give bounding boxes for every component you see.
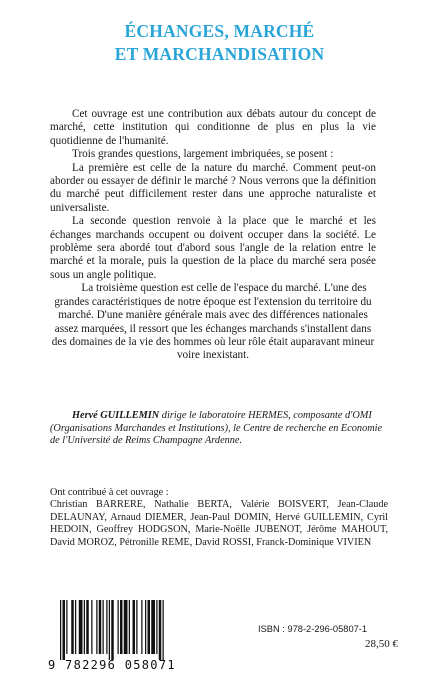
barcode-bar <box>91 600 92 654</box>
barcode-bar <box>163 600 164 660</box>
summary-text <box>50 108 376 363</box>
barcode-bar <box>99 600 102 654</box>
barcode-bar <box>75 600 76 654</box>
price: 28,50 € <box>365 638 398 650</box>
barcode-bar <box>156 600 157 654</box>
barcode-bar <box>103 600 104 654</box>
barcode-bar <box>84 600 85 654</box>
barcode-bar <box>96 600 97 654</box>
contributors-intro: Ont contribué à cet ouvrage : <box>50 487 169 498</box>
barcode-bar <box>124 600 128 654</box>
barcode-bar <box>148 600 151 654</box>
barcode-bar <box>145 600 146 654</box>
barcode-bar <box>120 600 123 654</box>
barcode-bar <box>129 600 130 654</box>
summary-paragraph-questions: Trois grandes questions, largement imbriquées, se posent : <box>72 148 334 161</box>
author-description: dirige le laboratoire HERMES, composante d'OMI (Organisations Marchandes et Institutions), le Centre de recherche en Economie de l'Université de Reims Champagne Ardenne. <box>50 410 383 447</box>
author-name: Hervé GUILLEMIN <box>72 410 160 421</box>
barcode-bar <box>133 600 136 654</box>
contributors-list: Christian BARRERE, Nathalie BERTA, Valérie BOISVERT, Jean-Claude DELAUNAY, Arnaud DIEMER, Jean-Paul DOMIN, Hervé GUILLEMIN, Cyril HEDOIN, Geoffrey HODGSON, Marie-Noëlle JUBENOT, Jérôme MAHOUT, David MOROZ, Pétronille REME, David ROSSI, Franck-Dominique VIVIEN <box>50 499 388 548</box>
summary-paragraph-nature: La première est celle de la nature du marché. Comment peut-on aborder ou essayer de définir le marché ? Nous verrons que la définition du marché peut difficilement rester dans une approche naturaliste et universaliste. <box>50 161 376 214</box>
barcode-bar <box>111 600 114 660</box>
author-bio <box>50 410 386 448</box>
title-line-1: ÉCHANGES, MARCHÉ <box>124 21 315 41</box>
barcode-bar <box>151 600 155 654</box>
barcode-bar <box>71 600 74 654</box>
summary-paragraph-place: La seconde question renvoie à la place que le marché et les échanges marchands occupent ou doivent occuper dans la société. Le problème sera abordé tout d'abord sous l'angle de la relation entre le marché et la morale, puis la question de la place du marché sera posée sous un angle politique. <box>50 215 376 281</box>
barcode-bar <box>60 600 61 660</box>
title-line-2: ET MARCHANDISATION <box>114 44 325 64</box>
summary-paragraph-space: La troisième question est celle de l'espace du marché. L'une des grandes caractéristiques de notre époque est l'extension du territoire du marché. D'une manière générale mais avec des différences nationales assez marquées, il ressort que les échanges marchands s'installent dans des domaines de la vie des hommes où leur rôle était auparavant mineur voire inexistant. <box>51 282 375 362</box>
contributors-section <box>50 487 388 549</box>
summary-paragraph-intro: Cet ouvrage est une contribution aux débats autour du concept de marché, cette institution qui conditionne de plus en plus la vie quotidienne de l'humanité. <box>50 108 376 147</box>
barcode-bar <box>141 600 142 654</box>
barcode-bars <box>48 600 198 664</box>
barcode-bar <box>63 600 66 660</box>
barcode-bar <box>109 600 110 660</box>
barcode-bar <box>106 600 107 654</box>
barcode-bar <box>136 600 137 654</box>
barcode <box>48 600 198 676</box>
book-title <box>0 20 439 66</box>
barcode-digits: 9 782296 058071 <box>48 658 176 672</box>
barcode-bar <box>79 600 83 654</box>
barcode-bar <box>86 600 89 654</box>
barcode-bar <box>66 600 67 654</box>
isbn-number: ISBN : 978-2-296-05807-1 <box>258 624 368 634</box>
barcode-bar <box>159 600 162 660</box>
barcode-bar <box>118 600 119 654</box>
